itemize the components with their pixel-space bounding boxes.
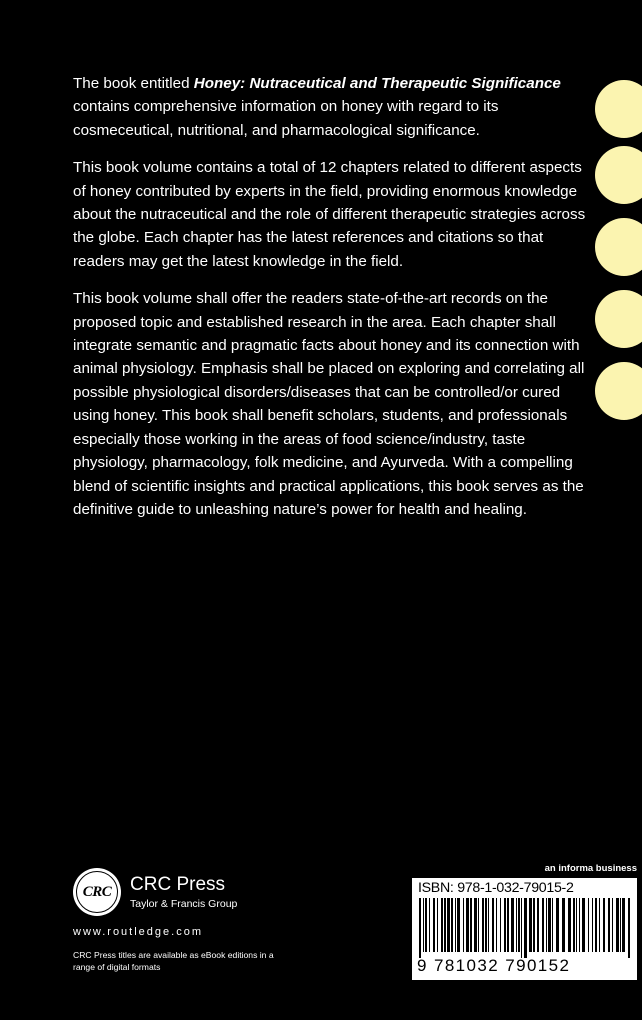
barcode-bar [423, 898, 424, 952]
barcode-bar [504, 898, 506, 952]
decorative-dot [595, 362, 642, 420]
decorative-dot [595, 290, 642, 348]
crc-logo-icon [73, 868, 121, 916]
barcode-bar [437, 898, 438, 952]
barcode-bar [562, 898, 565, 952]
barcode-bar [496, 898, 497, 952]
barcode-bar [500, 898, 501, 952]
barcode-bar [444, 898, 446, 952]
isbn-label: ISBN: 978-1-032-79015-2 [418, 880, 574, 896]
decorative-dot [595, 146, 642, 204]
barcode-bar [511, 898, 514, 952]
logo-text: CRC [82, 883, 112, 900]
barcode-bar [548, 898, 551, 952]
barcode-bar [518, 898, 520, 952]
barcode-bar [588, 898, 589, 952]
barcode-bar [470, 898, 472, 952]
barcode-bar [599, 898, 600, 952]
barcode-bar [582, 898, 585, 952]
barcode-bar [556, 898, 559, 952]
barcode-bar [529, 898, 532, 952]
blurb-paragraph-3: This book volume shall offer the readers state-of-the-art records on the proposed topic and established research in the area. Each chapter shall integrate semantic and pragmatic facts about honey and its connection with animal physiology. Emphasis shall be placed on exploring and correlating all possible physiological disorders/diseases that can be controlled/or cured using honey. This book shall benefit scholars, students, and professionals especially those working in the areas of food science/industry, taste physiology, pharmacology, folk medicine, and Ayurveda. With a compelling blend of scientific insights and practical applications, this book serves as the definitive guide to unleashing nature’s power for health and healing. [73, 290, 585, 518]
barcode-digits: 9 781032 790152 [417, 956, 571, 975]
decorative-dot [595, 218, 642, 276]
barcode-bar [620, 898, 621, 952]
barcode-bar [616, 898, 619, 952]
barcode-bar [507, 898, 509, 952]
barcode-bar [516, 898, 517, 952]
barcode-bar [482, 898, 484, 952]
logo-ring [76, 871, 118, 913]
barcode-block [412, 863, 637, 980]
publisher-name: CRC Press [130, 874, 226, 895]
barcode-bar [524, 898, 527, 958]
barcode-bar [474, 898, 477, 952]
barcode-bar [457, 898, 460, 952]
blurb-intro-rest: contains comprehensive information on honey with regard to its cosmeceutical, nutritional, and pharmacological significance. [73, 98, 499, 139]
barcode-bar [521, 898, 522, 958]
barcode-bar [628, 898, 630, 958]
book-title: Honey: Nutraceutical and Therapeutic Significance [193, 75, 561, 92]
barcode-bar [466, 898, 469, 952]
barcode-bar [463, 898, 464, 952]
barcode-box [412, 878, 637, 980]
barcode-bar [447, 898, 450, 952]
publisher-logo-row [73, 868, 373, 916]
barcode-bar [478, 898, 479, 952]
barcode-bar [608, 898, 610, 952]
barcode-bar [576, 898, 577, 952]
barcode-bar [425, 898, 427, 952]
barcode-bar [622, 898, 625, 952]
barcode-bar [592, 898, 593, 952]
barcode-bars [415, 898, 634, 958]
barcode-bar [441, 898, 443, 952]
publisher-website: www.routledge.com [73, 926, 203, 938]
publisher-block [73, 868, 373, 973]
barcode-bar [429, 898, 430, 952]
barcode-bar [579, 898, 580, 952]
publisher-text [130, 874, 237, 910]
barcode-bar [485, 898, 487, 952]
barcode-bar [492, 898, 494, 952]
barcode-bar [573, 898, 575, 952]
barcode-bar [533, 898, 535, 952]
blurb-paragraph-1 [73, 72, 595, 142]
barcode-bar [552, 898, 553, 952]
barcode-bar [595, 898, 597, 952]
barcode-bar [419, 898, 421, 958]
barcode-bar [568, 898, 571, 952]
barcode-bar [546, 898, 547, 952]
ebook-note: CRC Press titles are available as eBook editions in a range of digital formats [73, 950, 274, 972]
barcode-bar [488, 898, 489, 952]
decorative-dot [595, 80, 642, 138]
barcode-bar [455, 898, 456, 952]
back-cover-blurb [73, 72, 595, 535]
barcode-bar [603, 898, 605, 952]
barcode-bar [612, 898, 613, 952]
publisher-group: Taylor & Francis Group [130, 898, 238, 910]
barcode-bar [433, 898, 435, 952]
barcode-bar [451, 898, 453, 952]
barcode-bar [537, 898, 539, 952]
blurb-intro-text: The book entitled [73, 75, 194, 92]
blurb-paragraph-2: This book volume contains a total of 12 chapters related to different aspects of honey contributed by experts in the field, providing enormous knowledge about the nutraceutical and the role of different therapeutic strategies across the globe. Each chapter has the latest references and citations so that readers may get the latest knowledge in the field. [73, 159, 586, 270]
informa-tagline: an informa business [544, 863, 637, 874]
barcode-bar [542, 898, 544, 952]
